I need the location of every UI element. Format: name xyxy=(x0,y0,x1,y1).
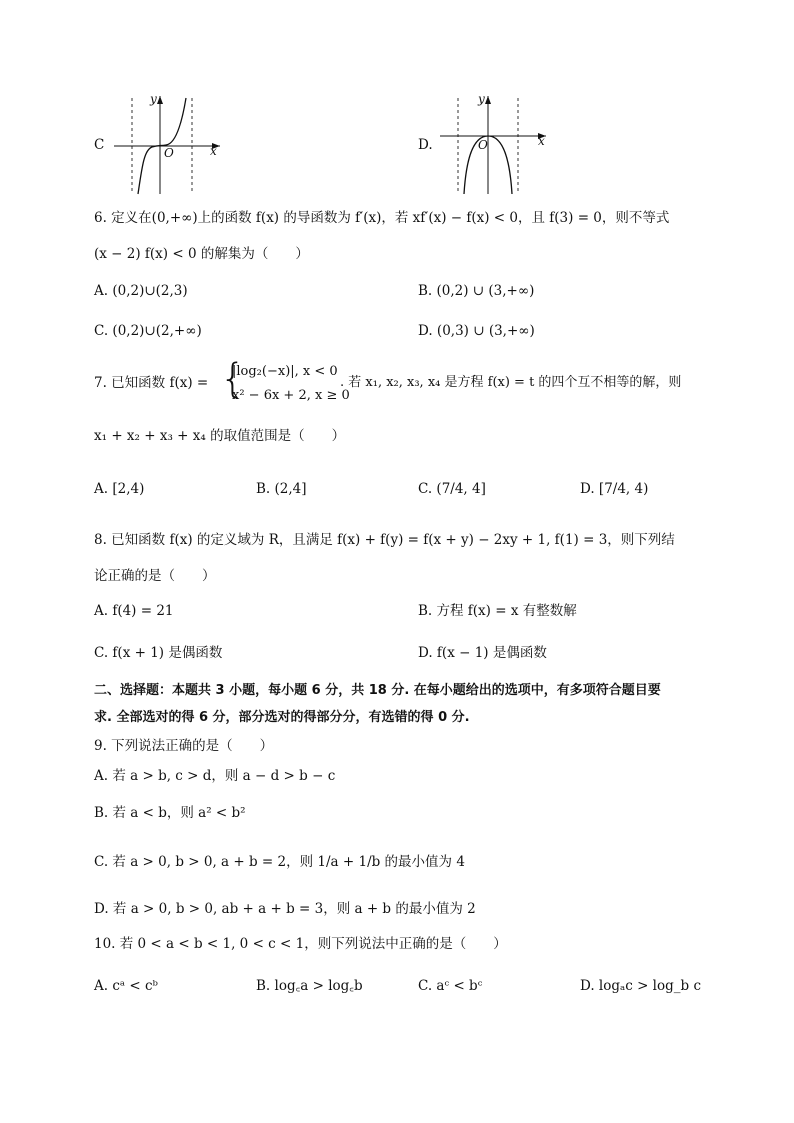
q9-option-d: D. 若 a > 0, b > 0, ab + a + b = 3，则 a + b 的最小值为 2 xyxy=(94,901,476,917)
q9-stem: 9. 下列说法正确的是（ ） xyxy=(94,738,274,754)
q8-stem-line2: 论正确的是（ ） xyxy=(94,568,216,584)
q7-option-a: A. [2,4) xyxy=(94,481,145,497)
q7-option-d: D. [7/4, 4) xyxy=(580,481,649,497)
section2-heading-line1: 二、选择题：本题共 3 小题，每小题 6 分，共 18 分. 在每小题给出的选项中，有多项符合题目要 xyxy=(94,683,661,698)
graph-d-origin-label: O xyxy=(478,138,488,152)
q7-option-c: C. (7/4, 4] xyxy=(418,481,486,497)
q8-option-d: D. f(x − 1) 是偶函数 xyxy=(418,645,547,661)
graph-c-x-label: x xyxy=(210,144,217,158)
q9-option-a: A. 若 a > b, c > d，则 a − d > b − c xyxy=(94,768,336,784)
q10-stem: 10. 若 0 < a < b < 1, 0 < c < 1，则下列说法中正确的是（ ） xyxy=(94,936,507,952)
option-d-label: D. xyxy=(418,137,433,153)
graph-c-origin-label: O xyxy=(164,146,174,160)
q6-stem-line2: (x − 2) f(x) < 0 的解集为（ ） xyxy=(94,246,309,262)
q7-piece2: x² − 6x + 2, x ≥ 0 xyxy=(232,388,350,403)
q6-option-b: B. (0,2) ∪ (3,+∞) xyxy=(418,283,535,299)
q8-stem-line1: 8. 已知函数 f(x) 的定义域为 R，且满足 f(x) + f(y) = f(x + y) − 2xy + 1, f(1) = 3，则下列结 xyxy=(94,532,675,548)
graph-d-y-label: y xyxy=(478,92,485,106)
section2-heading-line2: 求. 全部选对的得 6 分，部分选对的得部分分，有选错的得 0 分. xyxy=(94,710,470,725)
q10-option-d: D. logₐc > log_b c xyxy=(580,978,702,994)
q10-option-a: A. cᵃ < cᵇ xyxy=(94,978,158,994)
q8-option-a: A. f(4) = 21 xyxy=(94,603,174,619)
q8-option-c: C. f(x + 1) 是偶函数 xyxy=(94,645,223,661)
q8-option-b: B. 方程 f(x) = x 有整数解 xyxy=(418,603,577,619)
q7-piece1: |log₂(−x)|, x < 0 xyxy=(232,364,338,379)
q6-option-a: A. (0,2)∪(2,3) xyxy=(94,283,188,299)
q6-option-d: D. (0,3) ∪ (3,+∞) xyxy=(418,323,535,339)
q7-stem-line2: x₁ + x₂ + x₃ + x₄ 的取值范围是（ ） xyxy=(94,428,346,444)
q7-stem-suffix: . 若 x₁, x₂, x₃, x₄ 是方程 f(x) = t 的四个互不相等的解，则 xyxy=(340,375,682,390)
q7-stem-prefix: 7. 已知函数 f(x) = xyxy=(94,375,209,391)
q10-option-b: B. log꜀a > log꜀b xyxy=(256,978,363,994)
q6-option-c: C. (0,2)∪(2,+∞) xyxy=(94,323,202,339)
graph-c-y-label: y xyxy=(150,92,157,106)
q7-option-b: B. (2,4] xyxy=(256,481,307,497)
q10-option-c: C. aᶜ < bᶜ xyxy=(418,978,483,994)
q9-option-b: B. 若 a < b，则 a² < b² xyxy=(94,805,246,821)
q6-stem-line1: 6. 定义在(0,+∞)上的函数 f(x) 的导函数为 f′(x)，若 xf′(x) − f(x) < 0，且 f(3) = 0，则不等式 xyxy=(94,210,670,226)
q7-brace: { xyxy=(220,356,246,402)
graph-d-x-label: x xyxy=(538,134,545,148)
q9-option-c: C. 若 a > 0, b > 0, a + b = 2，则 1/a + 1/b 的最小值为 4 xyxy=(94,854,465,870)
option-c-label: C xyxy=(94,137,105,153)
